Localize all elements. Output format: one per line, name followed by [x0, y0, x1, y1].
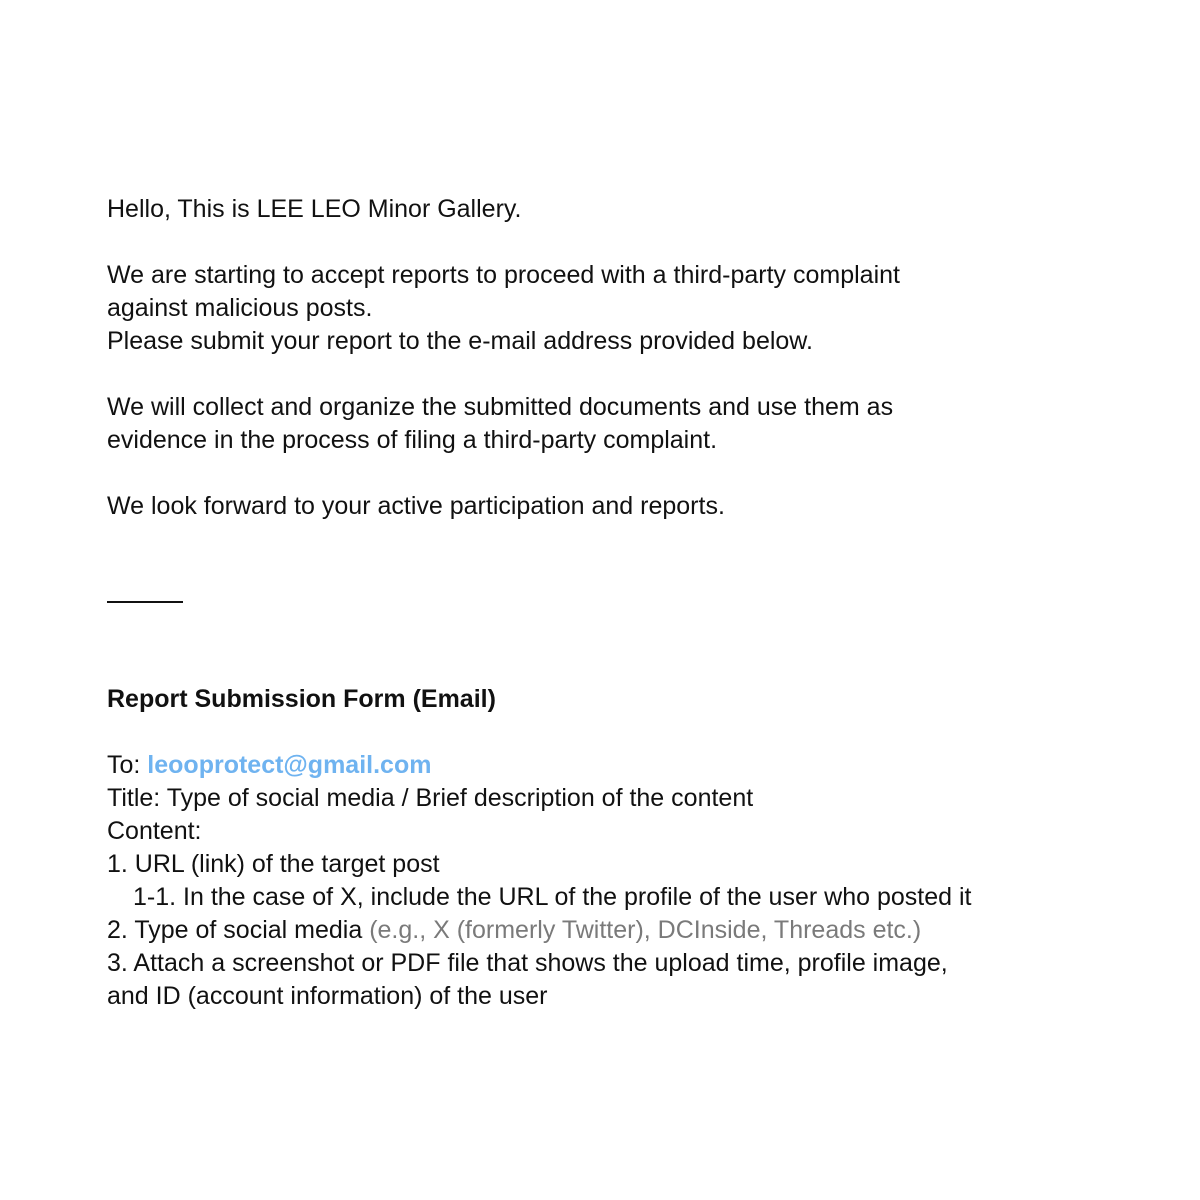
paragraph-line: Please submit your report to the e-mail address provided below. — [107, 327, 813, 355]
section-divider — [107, 601, 183, 603]
paragraph-line: against malicious posts. — [107, 294, 373, 322]
greeting — [107, 193, 1107, 226]
intro-paragraph-2 — [107, 391, 1107, 457]
list-item-2-example: (e.g., X (formerly Twitter), DCInside, Threads etc.) — [369, 916, 922, 944]
spacer — [107, 358, 1107, 391]
paragraph-line: evidence in the process of filing a third-party complaint. — [107, 426, 718, 454]
spacer — [107, 457, 1107, 490]
spacer — [107, 226, 1107, 259]
to-line — [107, 749, 1107, 782]
to-label: To: — [107, 751, 148, 779]
title-line: Title: Type of social media / Brief description of the content — [107, 784, 754, 812]
intro-paragraph-3 — [107, 490, 1107, 523]
intro-paragraph-1 — [107, 259, 1107, 358]
intro-section — [107, 193, 1107, 523]
list-item-3-continued: and ID (account information) of the user — [107, 982, 548, 1010]
paragraph-line: We look forward to your active participation and reports. — [107, 492, 725, 520]
list-item-3: 3. Attach a screenshot or PDF file that shows the upload time, profile image, — [107, 949, 948, 977]
greeting-text: Hello, This is LEE LEO Minor Gallery. — [107, 195, 522, 223]
email-link[interactable]: leooprotect@gmail.com — [147, 751, 432, 779]
spacer — [107, 716, 1107, 749]
form-title: Report Submission Form (Email) — [107, 685, 496, 713]
report-form-section — [107, 683, 1107, 1013]
content-label: Content: — [107, 817, 202, 845]
list-item-1: 1. URL (link) of the target post — [107, 850, 440, 878]
list-item-1-1: 1-1. In the case of X, include the URL of the profile of the user who posted it — [133, 883, 972, 911]
paragraph-line: We will collect and organize the submitted documents and use them as — [107, 393, 894, 421]
list-item-2-text: 2. Type of social media — [107, 916, 370, 944]
paragraph-line: We are starting to accept reports to proceed with a third-party complaint — [107, 261, 900, 289]
list-item-2 — [107, 914, 1107, 947]
